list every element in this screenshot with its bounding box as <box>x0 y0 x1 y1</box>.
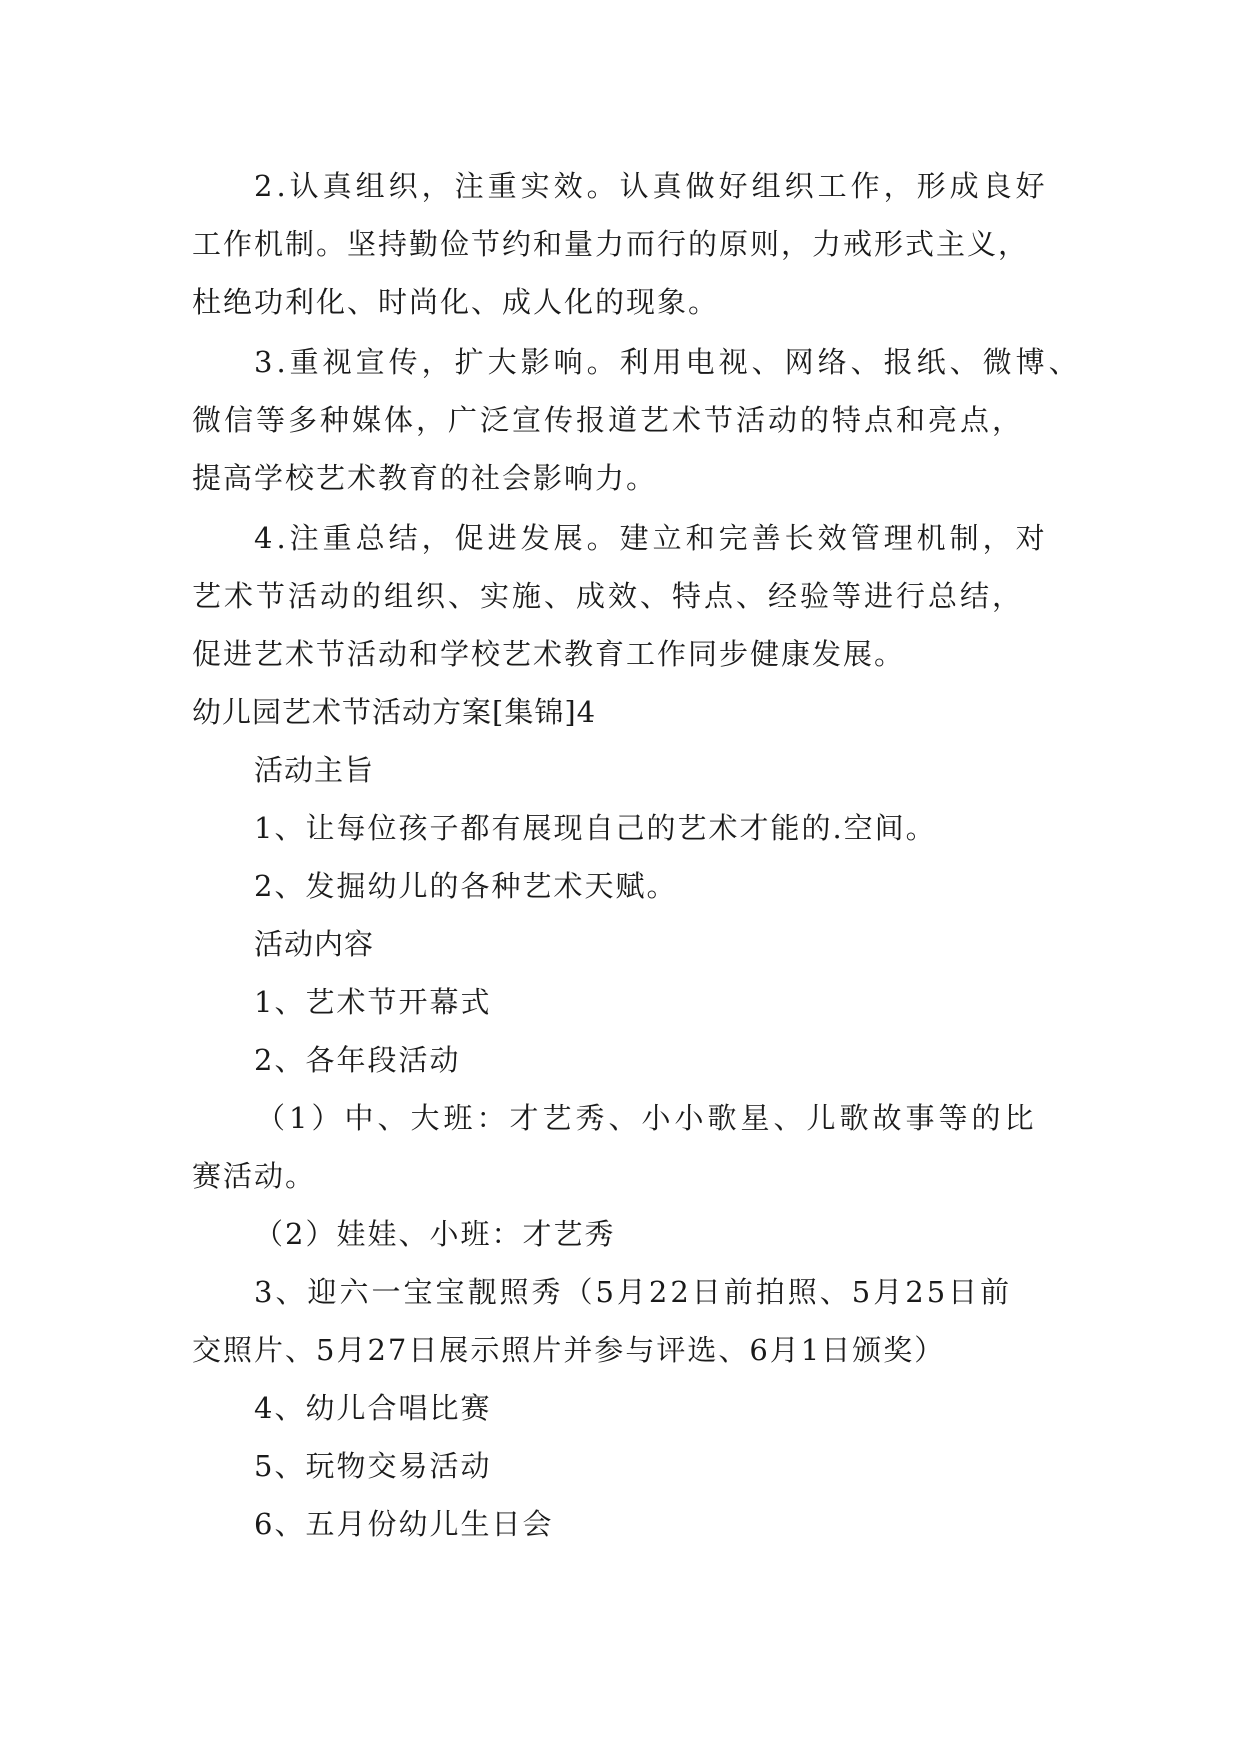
list-item-continuation: 交照片、5月27日展示照片并参与评选、6月1日颁奖） <box>192 1333 946 1367</box>
list-item: 2、各年段活动 <box>254 1043 461 1077</box>
subheading: 活动主旨 <box>254 753 375 787</box>
list-item: 4、幼儿合唱比赛 <box>254 1391 492 1425</box>
list-item: （2）娃娃、小班：才艺秀 <box>254 1217 616 1251</box>
paragraph-line: 提高学校艺术教育的社会影响力。 <box>192 461 658 495</box>
section-heading: 幼儿园艺术节活动方案[集锦]4 <box>192 695 597 729</box>
paragraph-line: 工作机制。坚持勤俭节约和量力而行的原则，力戒形式主义， <box>192 227 1030 261</box>
paragraph-line: 2.认真组织，注重实效。认真做好组织工作，形成良好 <box>254 169 1049 203</box>
paragraph-line: 促进艺术节活动和学校艺术教育工作同步健康发展。 <box>192 637 906 671</box>
paragraph-line: 艺术节活动的组织、实施、成效、特点、经验等进行总结， <box>192 579 1025 613</box>
paragraph-line: 3.重视宣传，扩大影响。利用电视、网络、报纸、微博、 <box>254 345 1082 379</box>
paragraph-line: 微信等多种媒体，广泛宣传报道艺术节活动的特点和亮点， <box>192 403 1025 437</box>
subheading: 活动内容 <box>254 927 375 961</box>
list-item-continuation: 赛活动。 <box>192 1159 317 1193</box>
list-item: 5、玩物交易活动 <box>254 1449 492 1483</box>
paragraph-line: 杜绝功利化、时尚化、成人化的现象。 <box>192 285 720 319</box>
list-item: （1）中、大班：才艺秀、小小歌星、儿歌故事等的比 <box>256 1101 1038 1135</box>
list-item: 2、发掘幼儿的各种艺术天赋。 <box>254 869 678 903</box>
list-item: 3、迎六一宝宝靓照秀（5月22日前拍照、5月25日前 <box>254 1275 1013 1309</box>
list-item: 1、艺术节开幕式 <box>254 985 492 1019</box>
paragraph-line: 4.注重总结，促进发展。建立和完善长效管理机制，对 <box>254 521 1049 555</box>
list-item: 6、五月份幼儿生日会 <box>254 1507 554 1541</box>
list-item: 1、让每位孩子都有展现自己的艺术才能的.空间。 <box>254 811 937 845</box>
